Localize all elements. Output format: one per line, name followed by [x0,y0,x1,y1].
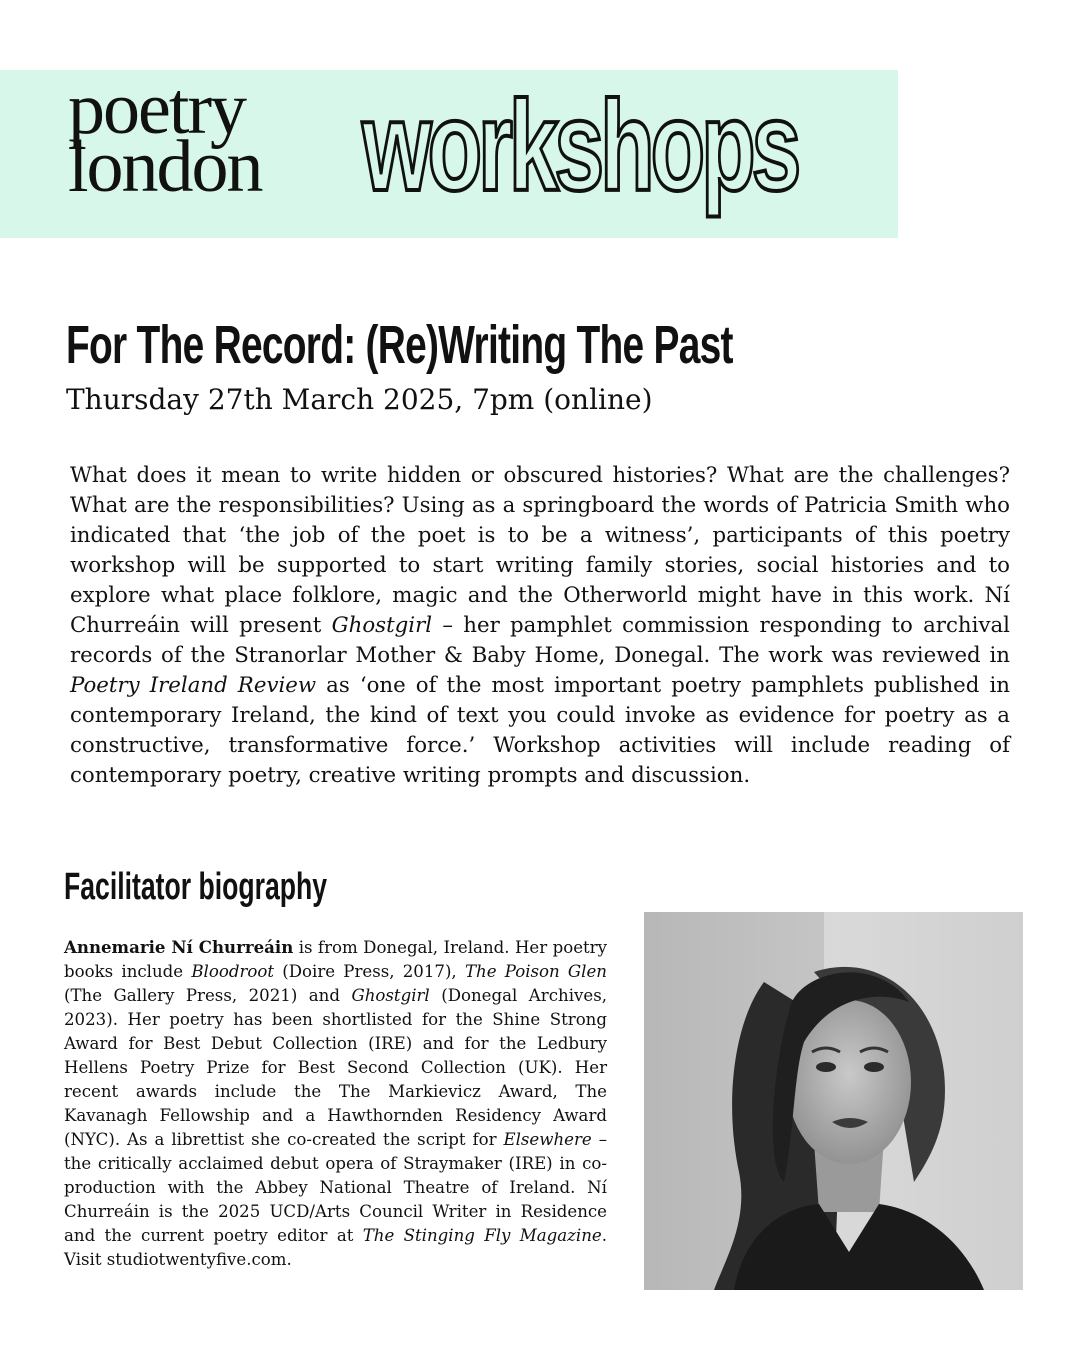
bio-title-poison-glen: The Poison Glen [464,962,607,981]
bio-text-3: (The Gallery Press, 2021) and [64,986,352,1005]
event-datetime: Thursday 27th March 2025, 7pm (online) [66,383,653,416]
desc-text-1: What does it mean to write hidden or obscured histories? What are the challenges? What are the responsibilities? Using as a springboard the words of Patricia Smith who indicated that ‘the job of the poet is to be a witness’, participants of this poetry workshop will be supported to start writing family stories, social histories and to explore what place folklore, magic and the Otherworld might have in this work. Ní Churreáin will present [70,463,1010,638]
desc-title-poetry-ireland-review: Poetry Ireland Review [70,673,317,698]
bio-text-6: . Visit studiotwentyfive.com. [64,1226,607,1269]
desc-title-ghostgirl: Ghostgirl [331,613,433,638]
bio-title-bloodroot: Bloodroot [191,962,275,981]
event-title: For The Record: (Re)Writing The Past [66,315,733,375]
event-description [70,461,1010,791]
logo-line-poetry: poetry [68,68,246,150]
bio-heading: Facilitator biography [64,866,328,908]
bio-text-5: – the critically acclaimed debut opera of Straymaker (IRE) in co-production with the Abbey National Theatre of Ireland. Ní Churreáin is the 2025 UCD/Arts Council Writer in Residence and the current poetry editor at [64,1130,607,1245]
bio-title-stinging-fly: The Stinging Fly Magazine [362,1226,602,1245]
portrait-illustration [644,912,1023,1290]
desc-text-2: – her pamphlet commission responding to archival records of the Stranorlar Mother & Baby Home, Donegal. The work was reviewed in [70,613,1010,668]
facilitator-name: Annemarie Ní Churreáin [64,937,294,957]
poetry-london-logo [68,68,368,208]
bio-text-2: (Doire Press, 2017), [274,962,465,981]
logo-line-london: london [68,126,262,208]
facilitator-bio [64,935,607,1272]
desc-text-3: as ‘one of the most important poetry pamphlets published in contemporary Ireland, the kind of text you could invoke as evidence for poetry as a constructive, transformative force.’ Workshop activities will include reading of contemporary poetry, creative writing prompts and discussion. [70,673,1010,788]
bio-title-ghostgirl: Ghostgirl [351,986,430,1005]
bio-text-1: is from Donegal, Ireland. Her poetry books include [64,938,607,981]
bio-title-elsewhere: Elsewhere [503,1130,592,1149]
bio-text-4: (Donegal Archives, 2023). Her poetry has been shortlisted for the Shine Strong Award for Best Debut Collection (IRE) and for the Ledbury Hellens Poetry Prize for Best Second Collection (UK). Her recent awards include the The Markievicz Award, The Kavanagh Fellowship and a Hawthornden Residency Award (NYC). As a librettist she co-created the script for [64,986,607,1149]
workshops-wordmark: workshops [362,75,798,218]
facilitator-portrait [644,912,1023,1290]
